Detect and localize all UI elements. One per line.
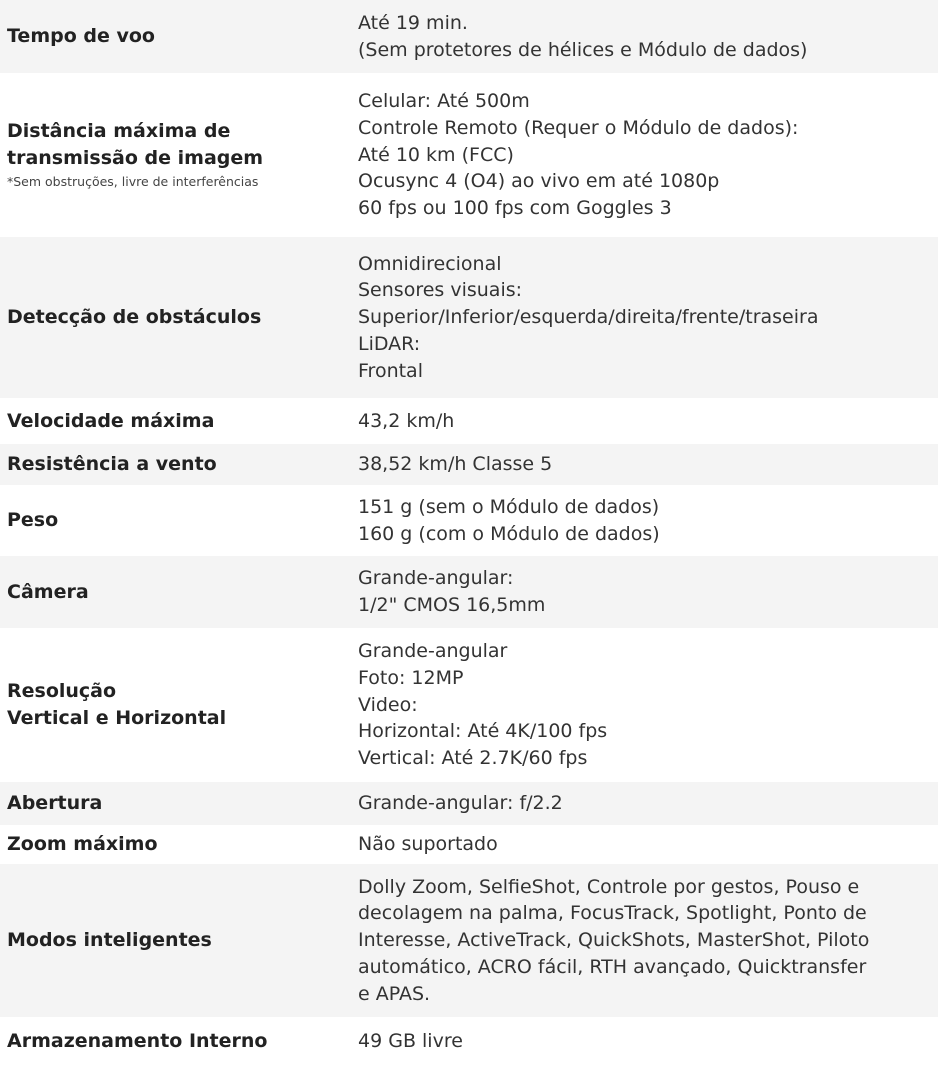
spec-value-cell xyxy=(358,1017,934,1066)
spec-label: Detecção de obstáculos xyxy=(7,306,262,328)
spec-label-cell xyxy=(7,864,347,1017)
spec-value-cell xyxy=(358,73,934,237)
spec-label-cell xyxy=(7,825,347,864)
spec-label-cell xyxy=(7,0,347,73)
spec-value: Celular: Até 500m Controle Remoto (Requer o Módulo de dados): Até 10 km (FCC) Ocusync 4 (O4) ao vivo em até 1080p 60 fps ou 100 fps com Goggles 3 xyxy=(358,90,799,220)
spec-label: Abertura xyxy=(7,792,103,814)
spec-label-cell xyxy=(7,398,347,444)
spec-value-cell xyxy=(358,485,934,556)
spec-value-cell xyxy=(358,398,934,444)
spec-label-cell xyxy=(7,782,347,825)
spec-value: Grande-angular Foto: 12MP Video: Horizontal: Até 4K/100 fps Vertical: Até 2.7K/60 fps xyxy=(358,640,608,770)
spec-value-cell xyxy=(358,864,934,1017)
spec-row-flight-time xyxy=(0,0,938,73)
spec-value: 43,2 km/h xyxy=(358,409,455,432)
spec-value: 38,52 km/h Classe 5 xyxy=(358,453,553,476)
spec-label: Câmera xyxy=(7,580,89,603)
spec-label-cell xyxy=(7,444,347,485)
spec-row-camera xyxy=(0,556,938,628)
spec-row-obstacle-detection xyxy=(0,237,938,398)
spec-value-cell xyxy=(358,825,934,864)
spec-row-transmission xyxy=(0,73,938,237)
spec-label: Resolução Vertical e Horizontal xyxy=(7,680,227,729)
spec-value-cell xyxy=(358,237,934,398)
spec-value: 49 GB livre xyxy=(358,1030,463,1053)
spec-value-cell xyxy=(358,444,934,485)
spec-value-cell xyxy=(358,556,934,628)
spec-value: 151 g (sem o Módulo de dados) 160 g (com o Módulo de dados) xyxy=(358,495,660,545)
spec-label: Resistência a vento xyxy=(7,453,217,475)
spec-label: Velocidade máxima xyxy=(7,409,215,432)
spec-label-cell xyxy=(7,628,347,782)
spec-row-wind-resistance xyxy=(0,444,938,485)
spec-label: Modos inteligentes xyxy=(7,929,212,951)
spec-value: Dolly Zoom, SelfieShot, Controle por gestos, Pouso e decolagem na palma, FocusTrack, Spotlight, Ponto de Interesse, ActiveTrack, QuickShots, MasterShot, Piloto automático, ACRO fácil, RTH avançado, Quicktransfer e APAS. xyxy=(358,875,870,1005)
spec-value: Grande-angular: f/2.2 xyxy=(358,792,563,815)
spec-note: *Sem obstruções, livre de interferências xyxy=(7,174,259,189)
spec-label-cell xyxy=(7,1017,347,1066)
spec-value: Não suportado xyxy=(358,833,498,856)
spec-label-cell xyxy=(7,485,347,556)
spec-label-cell xyxy=(7,556,347,628)
spec-label: Peso xyxy=(7,509,59,531)
spec-row-max-zoom xyxy=(0,825,938,864)
spec-label-cell xyxy=(7,237,347,398)
spec-row-weight xyxy=(0,485,938,556)
spec-row-aperture xyxy=(0,782,938,825)
spec-label: Distância máxima de transmissão de imagem xyxy=(7,120,264,169)
spec-label-cell xyxy=(7,73,347,237)
spec-value-cell xyxy=(358,0,934,73)
spec-value: Até 19 min. (Sem protetores de hélices e Módulo de dados) xyxy=(358,11,808,61)
spec-value: Omnidirecional Sensores visuais: Superior/Inferior/esquerda/direita/frente/traseira LiDAR: Frontal xyxy=(358,252,819,382)
spec-row-max-speed xyxy=(0,398,938,444)
spec-value-cell xyxy=(358,628,934,782)
spec-label: Armazenamento Interno xyxy=(7,1030,268,1052)
spec-row-resolution xyxy=(0,628,938,782)
spec-label: Tempo de voo xyxy=(7,25,155,47)
spec-label: Zoom máximo xyxy=(7,833,158,855)
spec-row-internal-storage xyxy=(0,1017,938,1066)
spec-value: Grande-angular: 1/2" CMOS 16,5mm xyxy=(358,567,546,616)
spec-row-intelligent-modes xyxy=(0,864,938,1017)
spec-value-cell xyxy=(358,782,934,825)
